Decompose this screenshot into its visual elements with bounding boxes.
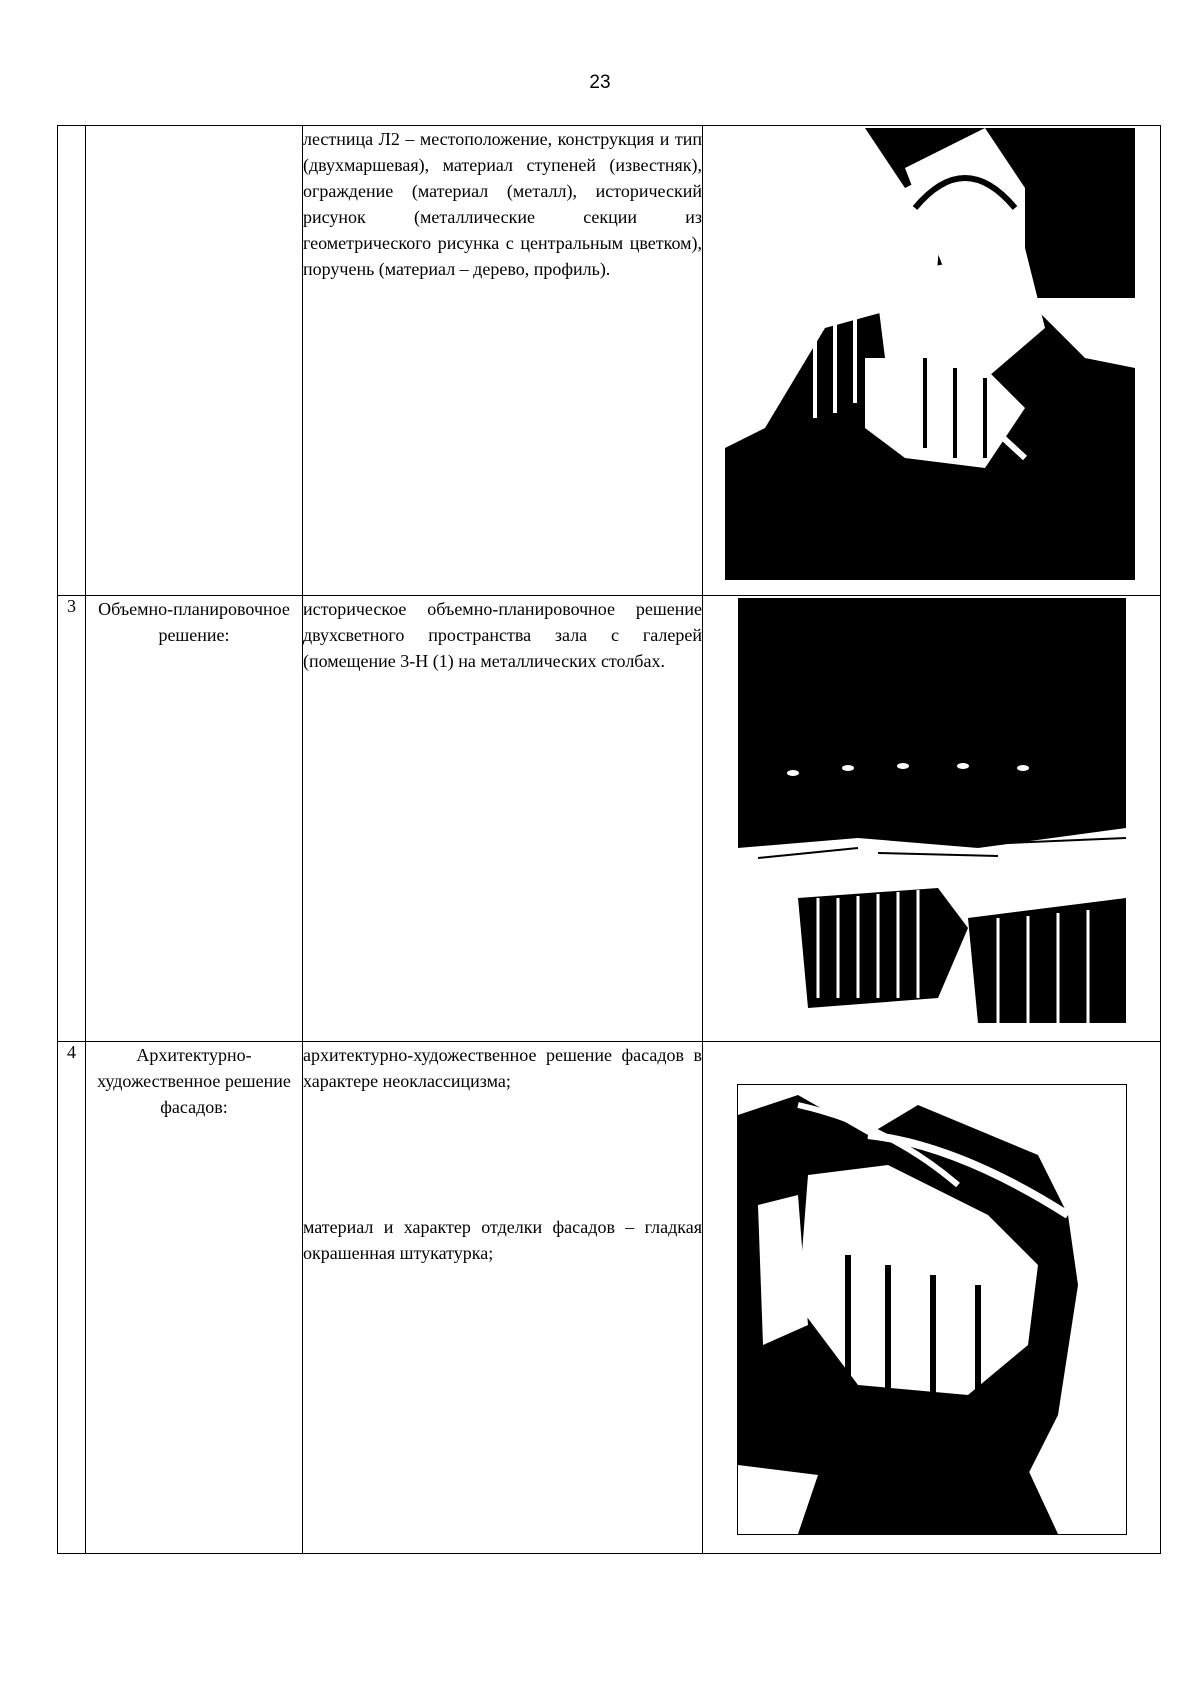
table-row bbox=[58, 1042, 1161, 1554]
feature-description bbox=[303, 1042, 703, 1554]
photo-cell bbox=[703, 1042, 1161, 1554]
row-number: 4 bbox=[58, 1042, 86, 1554]
description-paragraph: лестница Л2 – местоположение, конструкция и тип (двухмаршевая), материал ступеней (известняк), ограждение (материал (металл), исторический рисунок (металлические секции из геометрического рисунка с центральным цветком), поручень (материал – дерево, профиль). bbox=[303, 129, 702, 279]
page-number: 23 bbox=[589, 72, 611, 93]
description-paragraph: историческое объемно-планировочное решение двухсветного пространства зала с галерей (помещение 3-Н (1) на металлических столбах. bbox=[303, 599, 702, 671]
feature-name bbox=[86, 126, 303, 596]
description-paragraph: архитектурно-художественное решение фасадов в характере неоклассицизма; bbox=[303, 1045, 702, 1091]
row-number bbox=[58, 126, 86, 596]
monument-features-table bbox=[57, 125, 1161, 1554]
table-row bbox=[58, 596, 1161, 1042]
facade-photo bbox=[737, 1084, 1127, 1535]
photo-cell bbox=[703, 596, 1161, 1042]
photo-cell bbox=[703, 126, 1161, 596]
description-paragraph: материал и характер отделки фасадов – гладкая окрашенная штукатурка; bbox=[303, 1217, 702, 1263]
feature-name: Объемно-планировочное решение: bbox=[86, 596, 303, 1042]
staircase-photo bbox=[725, 128, 1135, 580]
hall-interior-photo bbox=[738, 598, 1126, 1023]
feature-name: Архитектурно-художественное решение фасадов: bbox=[86, 1042, 303, 1554]
row-number: 3 bbox=[58, 596, 86, 1042]
table-row bbox=[58, 126, 1161, 596]
feature-description bbox=[303, 126, 703, 596]
feature-description bbox=[303, 596, 703, 1042]
